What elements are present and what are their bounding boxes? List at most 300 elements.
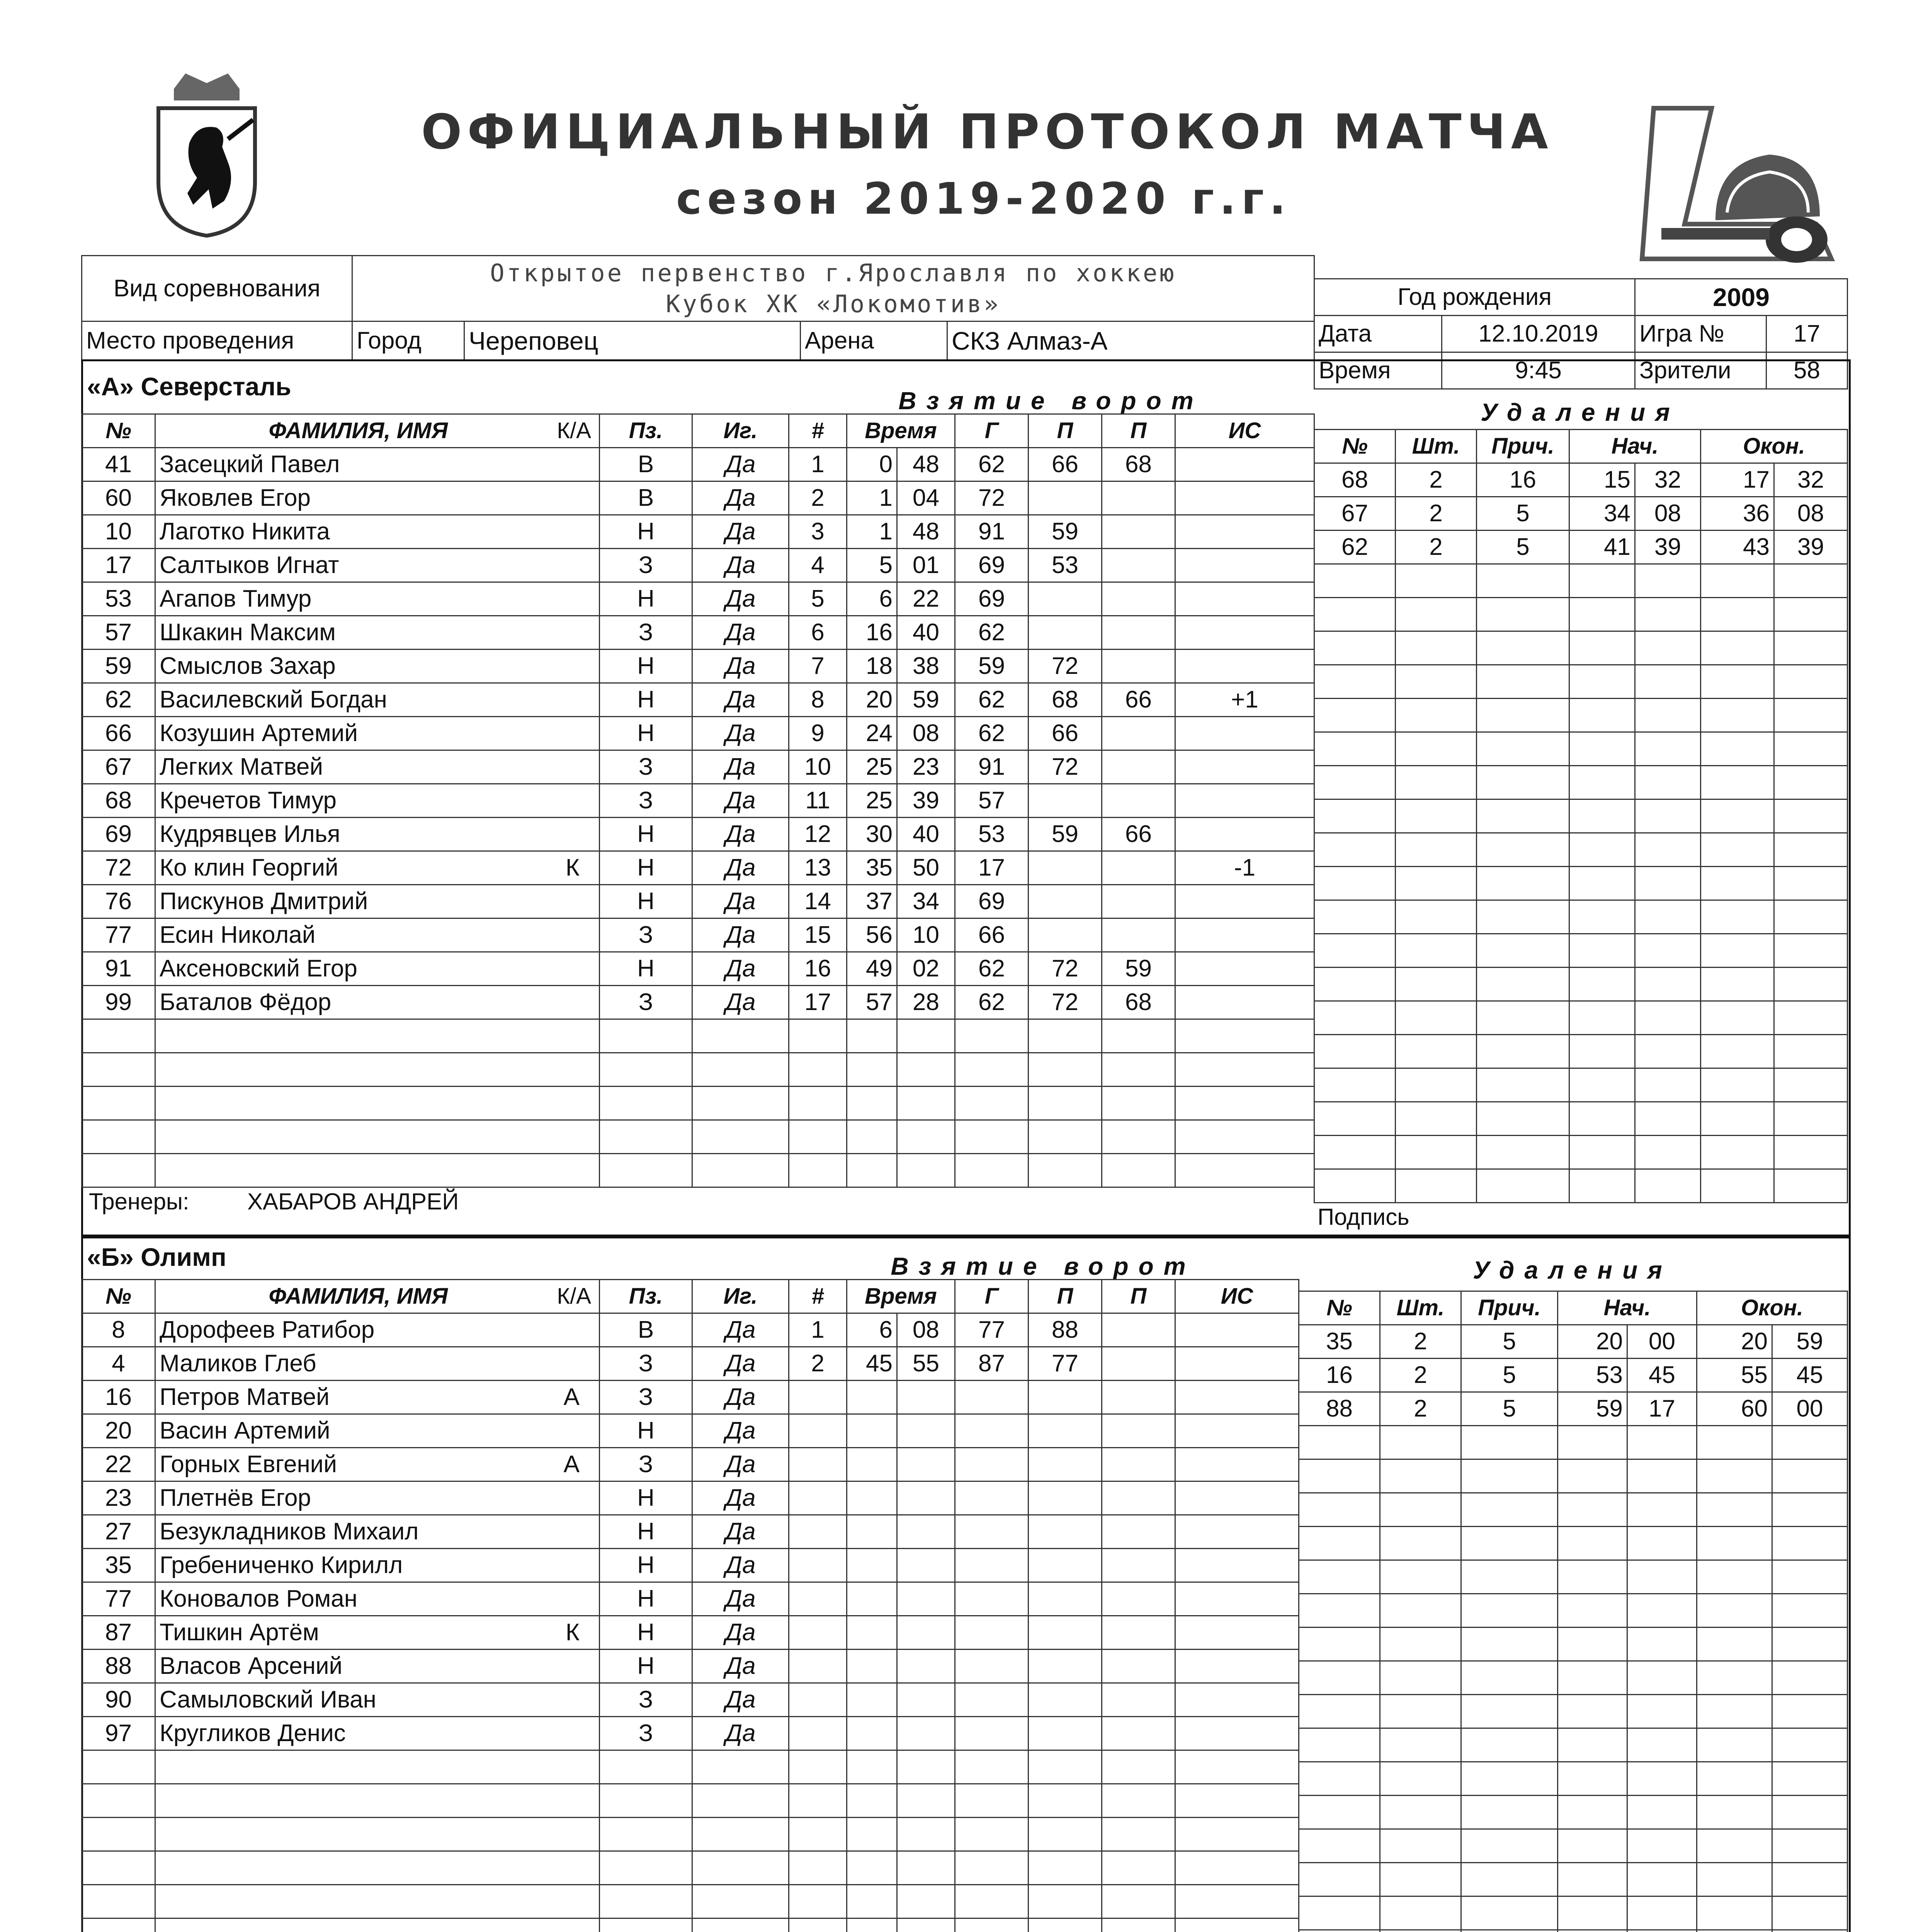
col-played-header: Иг. xyxy=(692,414,789,448)
table-row xyxy=(1314,699,1848,732)
team-a-label: «А» Северсталь xyxy=(87,372,291,401)
penalty-reason xyxy=(1461,1527,1558,1560)
penalty-start-minute xyxy=(1558,1829,1627,1863)
player-name-cell xyxy=(155,1851,600,1885)
penalty-player xyxy=(1299,1863,1380,1896)
penalty-reason: 5 xyxy=(1477,531,1569,564)
col-strength-header: ИС xyxy=(1175,1280,1299,1313)
table-row xyxy=(789,1414,1299,1448)
player-name-cell xyxy=(155,750,600,784)
penalty-player xyxy=(1314,900,1396,934)
penalty-minutes xyxy=(1380,1661,1461,1695)
goal-strength xyxy=(1175,515,1314,549)
penalty-reason: 16 xyxy=(1477,463,1569,497)
player-name: Шкакин Максим xyxy=(160,619,336,646)
col-played-header: Иг. xyxy=(692,1280,789,1313)
goal-strength xyxy=(1175,549,1314,582)
penalty-end-minute xyxy=(1697,1426,1772,1459)
goal-second xyxy=(897,1582,955,1616)
col-ka-header: К/А xyxy=(557,1284,591,1309)
player-name-cell xyxy=(155,481,600,515)
goal-second xyxy=(897,1784,955,1818)
goal-strength xyxy=(1175,1053,1314,1087)
penalty-start-second xyxy=(1627,1628,1697,1661)
player-played: Да xyxy=(692,1481,789,1515)
goal-scorer xyxy=(955,1053,1029,1087)
goal-number: 17 xyxy=(789,986,847,1019)
goal-assist-2 xyxy=(1102,1750,1175,1784)
penalty-end-second xyxy=(1774,1136,1848,1169)
penalty-start-minute xyxy=(1569,900,1635,934)
player-number: 60 xyxy=(82,481,155,515)
penalty-end-minute xyxy=(1697,1527,1772,1560)
penalty-start-minute xyxy=(1558,1594,1627,1628)
player-played: Да xyxy=(692,750,789,784)
penalty-player xyxy=(1299,1930,1380,1932)
penalty-player xyxy=(1314,867,1396,900)
table-row xyxy=(82,582,789,616)
player-name-cell xyxy=(155,885,600,918)
table-row xyxy=(82,1481,789,1515)
goal-assist-2 xyxy=(1102,1087,1175,1120)
penalty-end-second xyxy=(1772,1426,1848,1459)
player-played: Да xyxy=(692,1616,789,1650)
player-position: З xyxy=(600,1347,692,1381)
goal-minute xyxy=(847,1414,897,1448)
player-position: Н xyxy=(600,717,692,750)
team-a-penalties-title: Удаления xyxy=(1481,398,1680,426)
goal-minute: 25 xyxy=(847,784,897,818)
col-name-header xyxy=(155,414,600,448)
table-row xyxy=(1314,598,1848,631)
table-row xyxy=(82,986,789,1019)
penalty-minutes xyxy=(1380,1695,1461,1728)
goal-assist-1: 53 xyxy=(1029,549,1102,582)
player-played xyxy=(692,1019,789,1053)
player-name-cell xyxy=(155,1918,600,1932)
goal-second: 08 xyxy=(897,1313,955,1347)
table-row xyxy=(789,549,1314,582)
penalty-start-second xyxy=(1635,1001,1701,1035)
player-number: 67 xyxy=(82,750,155,784)
penalty-end-minute xyxy=(1697,1796,1772,1829)
penalty-minutes xyxy=(1380,1426,1461,1459)
player-number: 16 xyxy=(82,1381,155,1414)
goal-number: 14 xyxy=(789,885,847,918)
goal-strength xyxy=(1175,1381,1299,1414)
penalty-end-minute: 60 xyxy=(1697,1392,1772,1426)
penalty-start-minute: 15 xyxy=(1569,463,1635,497)
player-name: Плетнёв Егор xyxy=(160,1485,311,1511)
goal-strength xyxy=(1175,481,1314,515)
table-row xyxy=(82,1683,789,1717)
player-position: Н xyxy=(600,1549,692,1582)
table-row xyxy=(789,683,1314,717)
captain-mark: К xyxy=(565,854,580,881)
goal-assist-2 xyxy=(1102,750,1175,784)
col-ka-header: К/А xyxy=(557,418,591,443)
table-row xyxy=(82,1549,789,1582)
table-row xyxy=(82,1053,789,1087)
penalty-start-minute: 59 xyxy=(1558,1392,1627,1426)
penalty-minutes xyxy=(1396,1136,1477,1169)
table-row xyxy=(1314,1169,1848,1203)
penalty-start-minute xyxy=(1569,1001,1635,1035)
penalty-start-second xyxy=(1627,1426,1697,1459)
penalty-start-second xyxy=(1627,1560,1697,1594)
goal-strength xyxy=(1175,1154,1314,1187)
goal-number xyxy=(789,1918,847,1932)
penalty-start-minute xyxy=(1569,968,1635,1001)
team-b-penalties xyxy=(1298,1291,1848,1932)
penalty-end-minute xyxy=(1701,766,1774,799)
goal-second xyxy=(897,1818,955,1851)
penalty-start-minute xyxy=(1569,1068,1635,1102)
penalty-reason xyxy=(1461,1661,1558,1695)
goal-number: 15 xyxy=(789,918,847,952)
goal-scorer: 66 xyxy=(955,918,1029,952)
penalty-start-second xyxy=(1627,1863,1697,1896)
player-position: Н xyxy=(600,1515,692,1549)
header-row xyxy=(1299,1291,1848,1325)
goal-scorer xyxy=(955,1616,1029,1650)
penalty-reason: 5 xyxy=(1461,1392,1558,1426)
table-row xyxy=(789,851,1314,885)
penalty-end-minute: 43 xyxy=(1701,531,1774,564)
penalty-end-minute xyxy=(1701,732,1774,766)
penalty-end-second xyxy=(1774,1001,1848,1035)
time-label: Время xyxy=(1314,352,1442,389)
goal-scorer xyxy=(955,1683,1029,1717)
penalty-end-second xyxy=(1772,1796,1848,1829)
table-row xyxy=(789,1515,1299,1549)
player-played xyxy=(692,1053,789,1087)
goal-minute: 37 xyxy=(847,885,897,918)
player-position: Н xyxy=(600,1616,692,1650)
penalty-player: 68 xyxy=(1314,463,1396,497)
penalty-player xyxy=(1314,968,1396,1001)
goal-second: 40 xyxy=(897,616,955,650)
goal-number: 16 xyxy=(789,952,847,986)
goal-assist-1 xyxy=(1029,1381,1102,1414)
penalty-reason xyxy=(1461,1560,1558,1594)
table-row xyxy=(82,1616,789,1650)
goal-assist-1 xyxy=(1029,918,1102,952)
goal-number xyxy=(789,1019,847,1053)
player-number: 90 xyxy=(82,1683,155,1717)
player-number xyxy=(82,1154,155,1187)
player-name: Легких Матвей xyxy=(160,753,323,780)
goal-assist-1 xyxy=(1029,1717,1102,1750)
penalty-minutes xyxy=(1396,564,1477,598)
player-number: 23 xyxy=(82,1481,155,1515)
table-row xyxy=(1299,1493,1848,1527)
player-name-cell xyxy=(155,1818,600,1851)
penalty-reason xyxy=(1461,1459,1558,1493)
player-number xyxy=(82,1851,155,1885)
player-number: 41 xyxy=(82,448,155,481)
player-position: З xyxy=(600,1683,692,1717)
player-position: З xyxy=(600,1448,692,1481)
goal-scorer xyxy=(955,1087,1029,1120)
table-row xyxy=(1314,968,1848,1001)
goal-second: 01 xyxy=(897,549,955,582)
table-row xyxy=(1314,665,1848,699)
player-number: 62 xyxy=(82,683,155,717)
penalty-start-second xyxy=(1635,833,1701,867)
header-row xyxy=(1314,430,1848,463)
penalty-end-minute xyxy=(1697,1628,1772,1661)
goal-strength xyxy=(1175,1120,1314,1154)
table-row xyxy=(1314,934,1848,968)
penalty-start-minute xyxy=(1569,598,1635,631)
table-row xyxy=(789,818,1314,851)
penalty-start-minute xyxy=(1558,1896,1627,1930)
table-row xyxy=(82,1154,789,1187)
player-position xyxy=(600,1087,692,1120)
table-row xyxy=(789,918,1314,952)
player-number xyxy=(82,1087,155,1120)
team-a-penalties xyxy=(1314,429,1848,1203)
goal-assist-2 xyxy=(1102,1019,1175,1053)
penalty-minutes xyxy=(1396,665,1477,699)
penalty-end-second xyxy=(1772,1493,1848,1527)
player-name-cell xyxy=(155,1087,600,1120)
goal-assist-2 xyxy=(1102,717,1175,750)
player-name: Самыловский Иван xyxy=(160,1686,376,1713)
table-row xyxy=(789,1120,1314,1154)
player-name: Кругликов Денис xyxy=(160,1720,346,1747)
penalty-end-minute xyxy=(1697,1560,1772,1594)
penalty-end-second xyxy=(1774,665,1848,699)
goal-second: 40 xyxy=(897,818,955,851)
penalty-start-minute xyxy=(1558,1459,1627,1493)
goal-number: 10 xyxy=(789,750,847,784)
penalty-end-minute xyxy=(1701,598,1774,631)
penalty-minutes xyxy=(1396,1001,1477,1035)
penalty-end-second xyxy=(1774,900,1848,934)
goal-number xyxy=(789,1851,847,1885)
goal-second xyxy=(897,1120,955,1154)
player-name-cell xyxy=(155,952,600,986)
penalty-player xyxy=(1299,1728,1380,1762)
col-name-header xyxy=(155,1280,600,1313)
table-row xyxy=(789,1650,1299,1683)
goal-assist-1: 72 xyxy=(1029,650,1102,683)
table-row xyxy=(789,1448,1299,1481)
goal-number: 6 xyxy=(789,616,847,650)
player-position: Н xyxy=(600,952,692,986)
penalty-player xyxy=(1314,799,1396,833)
penalty-end-second xyxy=(1774,867,1848,900)
goal-assist-1 xyxy=(1029,616,1102,650)
table-row xyxy=(789,750,1314,784)
player-position xyxy=(600,1784,692,1818)
penalty-end-minute xyxy=(1697,1896,1772,1930)
table-row xyxy=(1299,1661,1848,1695)
player-name-cell xyxy=(155,1448,600,1481)
penalty-end-minute xyxy=(1701,665,1774,699)
table-row xyxy=(1299,1594,1848,1628)
penalty-start-minute xyxy=(1569,934,1635,968)
goal-strength: +1 xyxy=(1175,683,1314,717)
table-row xyxy=(1299,1560,1848,1594)
goal-scorer xyxy=(955,1918,1029,1932)
goal-assist-2 xyxy=(1102,1851,1175,1885)
penalty-end-second xyxy=(1774,598,1848,631)
header-row xyxy=(82,414,789,448)
goal-assist-1 xyxy=(1029,1414,1102,1448)
penalty-player: 88 xyxy=(1299,1392,1380,1426)
table-row xyxy=(789,1683,1299,1717)
table-row xyxy=(1299,1392,1848,1426)
penalty-minutes xyxy=(1380,1863,1461,1896)
goal-second: 22 xyxy=(897,582,955,616)
player-played xyxy=(692,1885,789,1918)
goal-strength xyxy=(1175,1019,1314,1053)
team-a-goals-title: Взятие ворот xyxy=(898,387,1204,415)
penalty-start-second xyxy=(1627,1695,1697,1728)
goal-scorer xyxy=(955,1154,1029,1187)
goal-second xyxy=(897,1481,955,1515)
player-played: Да xyxy=(692,952,789,986)
penalty-player: 62 xyxy=(1314,531,1396,564)
penalty-start-second xyxy=(1627,1829,1697,1863)
goal-strength xyxy=(1175,1750,1299,1784)
player-name: Тишкин Артём xyxy=(160,1619,319,1646)
penalty-end-second xyxy=(1774,833,1848,867)
goal-second: 23 xyxy=(897,750,955,784)
goal-assist-2: 59 xyxy=(1102,952,1175,986)
goal-number: 3 xyxy=(789,515,847,549)
goal-scorer: 91 xyxy=(955,750,1029,784)
goal-assist-1: 59 xyxy=(1029,515,1102,549)
penalty-end-second xyxy=(1772,1896,1848,1930)
captain-mark: А xyxy=(563,1384,580,1410)
penalty-end-second xyxy=(1772,1829,1848,1863)
goal-scorer xyxy=(955,1851,1029,1885)
player-position: З xyxy=(600,750,692,784)
table-row xyxy=(82,1347,789,1381)
player-name-cell xyxy=(155,1650,600,1683)
player-played: Да xyxy=(692,650,789,683)
player-name: Коновалов Роман xyxy=(160,1585,358,1612)
goal-assist-2: 66 xyxy=(1102,818,1175,851)
table-row xyxy=(82,1313,789,1347)
penalty-end-second: 00 xyxy=(1772,1392,1848,1426)
goal-assist-2 xyxy=(1102,1414,1175,1448)
col-goal-time-header: Время xyxy=(847,1280,955,1313)
penalty-end-second xyxy=(1772,1459,1848,1493)
penalty-minutes xyxy=(1396,1035,1477,1068)
arena-label: Арена xyxy=(801,321,947,360)
penalty-end-minute xyxy=(1701,1169,1774,1203)
goal-scorer xyxy=(955,1885,1029,1918)
goal-strength xyxy=(1175,1515,1299,1549)
player-name-cell xyxy=(155,515,600,549)
penalty-player xyxy=(1299,1896,1380,1930)
goal-number xyxy=(789,1414,847,1448)
penalty-end-second: 59 xyxy=(1772,1325,1848,1359)
table-row xyxy=(1314,1136,1848,1169)
player-name-cell xyxy=(155,986,600,1019)
player-name-cell xyxy=(155,1120,600,1154)
col-number-header: № xyxy=(82,1280,155,1313)
goal-assist-1 xyxy=(1029,1818,1102,1851)
penalty-start-second xyxy=(1627,1661,1697,1695)
goal-assist-1 xyxy=(1029,1784,1102,1818)
table-row xyxy=(1299,1325,1848,1359)
player-number xyxy=(82,1818,155,1851)
penalty-reason: 5 xyxy=(1461,1325,1558,1359)
table-row xyxy=(789,1616,1299,1650)
player-name: Пискунов Дмитрий xyxy=(160,888,368,915)
penalty-start-second xyxy=(1635,1136,1701,1169)
col-goal-scorer-header: Г xyxy=(955,414,1029,448)
penalty-reason xyxy=(1461,1695,1558,1728)
player-number: 97 xyxy=(82,1717,155,1750)
table-row xyxy=(82,717,789,750)
penalty-minutes: 2 xyxy=(1380,1325,1461,1359)
goal-strength xyxy=(1175,582,1314,616)
table-row xyxy=(789,1019,1314,1053)
player-played: Да xyxy=(692,1683,789,1717)
penalty-end-minute xyxy=(1701,1136,1774,1169)
goal-second: 04 xyxy=(897,481,955,515)
player-number: 53 xyxy=(82,582,155,616)
penalty-player xyxy=(1314,833,1396,867)
goal-minute: 0 xyxy=(847,448,897,481)
goal-assist-2 xyxy=(1102,784,1175,818)
goal-number xyxy=(789,1549,847,1582)
goal-minute: 45 xyxy=(847,1347,897,1381)
goal-minute xyxy=(847,1087,897,1120)
player-played: Да xyxy=(692,1582,789,1616)
penalty-start-second xyxy=(1635,665,1701,699)
penalty-reason xyxy=(1477,1035,1569,1068)
player-played: Да xyxy=(692,1549,789,1582)
penalty-start-second: 00 xyxy=(1627,1325,1697,1359)
penalty-minutes xyxy=(1380,1930,1461,1932)
goal-second xyxy=(897,1053,955,1087)
table-row xyxy=(789,650,1314,683)
goal-assist-1 xyxy=(1029,1481,1102,1515)
player-name-cell xyxy=(155,1154,600,1187)
penalty-player: 16 xyxy=(1299,1359,1380,1392)
goal-assist-2 xyxy=(1102,1313,1175,1347)
penalty-reason xyxy=(1477,699,1569,732)
col-penalty-reason-header: Прич. xyxy=(1461,1291,1558,1325)
goal-assist-2 xyxy=(1102,1683,1175,1717)
goal-assist-2: 68 xyxy=(1102,448,1175,481)
penalty-end-minute xyxy=(1701,900,1774,934)
table-row xyxy=(789,1313,1299,1347)
player-name-cell xyxy=(155,582,600,616)
player-played: Да xyxy=(692,515,789,549)
player-position xyxy=(600,1120,692,1154)
penalty-minutes: 2 xyxy=(1396,463,1477,497)
table-row xyxy=(82,1918,789,1932)
goal-assist-1 xyxy=(1029,1918,1102,1932)
penalty-start-minute xyxy=(1569,867,1635,900)
goal-number: 8 xyxy=(789,683,847,717)
goal-assist-2 xyxy=(1102,1515,1175,1549)
goal-assist-2 xyxy=(1102,616,1175,650)
penalty-player xyxy=(1299,1796,1380,1829)
player-played: Да xyxy=(692,549,789,582)
table-row xyxy=(1299,1426,1848,1459)
goal-strength xyxy=(1175,1784,1299,1818)
